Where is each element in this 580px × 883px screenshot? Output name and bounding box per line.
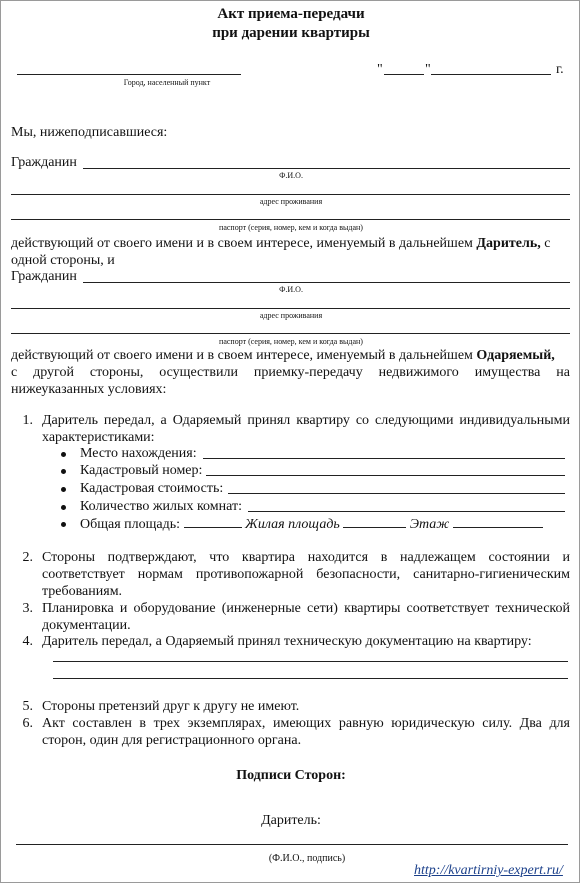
- living-area-line: [343, 515, 406, 528]
- item-1-text: Даритель передал, а Одаряемый принял квартиру со следующими индивидуальными характеристиками:: [42, 413, 570, 445]
- party2-fio-caption: Ф.И.О.: [279, 285, 303, 294]
- cadastral-value-line: [228, 493, 565, 494]
- intro-text: Мы, нижеподписавшиеся:: [11, 125, 168, 140]
- party2-label: Гражданин: [11, 269, 77, 284]
- date-quote-open: ": [377, 62, 383, 77]
- party2-fio-line: [83, 282, 570, 283]
- party2-passport-caption: паспорт (серия, номер, кем и когда выдан): [219, 337, 363, 346]
- rooms-line: [248, 511, 565, 512]
- party1-passport-line: [11, 219, 570, 220]
- tech-docs-line-2: [53, 678, 568, 679]
- party2-description-line2: с другой стороны, осуществили приемку-передачу недвижимого имущества на: [11, 365, 570, 380]
- party1-description-line2: одной стороны, и: [11, 253, 115, 268]
- item-4-text: Даритель передал, а Одаряемый принял техническую документацию на квартиру:: [42, 634, 532, 649]
- living-area-label: Жилая площадь: [245, 517, 340, 532]
- party2-description-line1: действующий от своего имени и в своем интересе, именуемый в дальнейшем Одаряемый,: [11, 348, 555, 363]
- party1-fio-line: [83, 168, 570, 169]
- city-line: [17, 74, 241, 75]
- cadastral-number-line: [206, 475, 565, 476]
- bullet: [61, 505, 66, 510]
- party2-address-caption: адрес проживания: [259, 311, 323, 320]
- cadastral-number-label: Кадастровый номер:: [80, 463, 203, 478]
- item-number: 4.: [22, 634, 33, 649]
- tech-docs-line-1: [53, 661, 568, 662]
- source-link[interactable]: http://kvartirniy-expert.ru/: [414, 863, 563, 878]
- bullet: [61, 469, 66, 474]
- party2-passport-line: [11, 333, 570, 334]
- bullet: [61, 452, 66, 457]
- party1-fio-caption: Ф.И.О.: [279, 171, 303, 180]
- party1-address-line: [11, 194, 570, 195]
- signature-caption: (Ф.И.О., подпись): [268, 853, 346, 864]
- area-row: [80, 515, 543, 533]
- date-month-year-line: [431, 74, 551, 75]
- item-2-text: Стороны подтверждают, что квартира находится в надлежащем состоянии и соответствует нормам противопожарной безопасности, санитарно-гигиеническим требованиям.: [42, 550, 570, 599]
- floor-label: Этаж: [409, 517, 450, 532]
- party1-address-caption: адрес проживания: [259, 197, 323, 206]
- party2-address-line: [11, 308, 570, 309]
- bullet: [61, 522, 66, 527]
- cadastral-value-label: Кадастровая стоимость:: [80, 481, 224, 496]
- date-quote-close: ": [425, 62, 431, 77]
- item-6-text: Акт составлен в трех экземплярах, имеющих равную юридическую силу. Два для сторон, один для регистрационного органа.: [42, 716, 570, 748]
- party1-description-line1: действующий от своего имени и в своем интересе, именуемый в дальнейшем Даритель, с: [11, 236, 551, 251]
- recipient-role: Одаряемый,: [476, 348, 555, 363]
- item-number: 5.: [22, 699, 33, 714]
- city-caption: Город, населенный пункт: [123, 78, 211, 87]
- location-label: Место нахождения:: [80, 446, 197, 461]
- donor-signature-line: [16, 844, 568, 845]
- total-area-label: Общая площадь:: [80, 517, 181, 532]
- rooms-label: Количество жилых комнат:: [80, 499, 242, 514]
- date-day-line: [384, 74, 424, 75]
- party1-passport-caption: паспорт (серия, номер, кем и когда выдан): [219, 223, 363, 232]
- party1-label: Гражданин: [11, 155, 77, 170]
- item-number: 6.: [22, 716, 33, 731]
- item-number: 2.: [22, 550, 33, 565]
- item-number: 3.: [22, 601, 33, 616]
- item-3-text: Планировка и оборудование (инженерные сети) квартиры соответствует технической документации.: [42, 601, 570, 633]
- total-area-line: [184, 515, 242, 528]
- year-suffix: г.: [556, 62, 564, 77]
- signatures-title: Подписи Сторон:: [236, 768, 346, 783]
- donor-role: Даритель,: [476, 236, 541, 251]
- location-line: [203, 458, 565, 459]
- item-number: 1.: [22, 413, 33, 428]
- document-title-line2: при дарении квартиры: [212, 25, 370, 41]
- bullet: [61, 487, 66, 492]
- floor-line: [453, 515, 543, 528]
- party2-description-line3: нижеуказанных условиях:: [11, 382, 167, 397]
- document-title-line1: Акт приема-передачи: [217, 6, 365, 22]
- donor-signature-label: Даритель:: [261, 813, 321, 828]
- item-5-text: Стороны претензий друг к другу не имеют.: [42, 699, 300, 714]
